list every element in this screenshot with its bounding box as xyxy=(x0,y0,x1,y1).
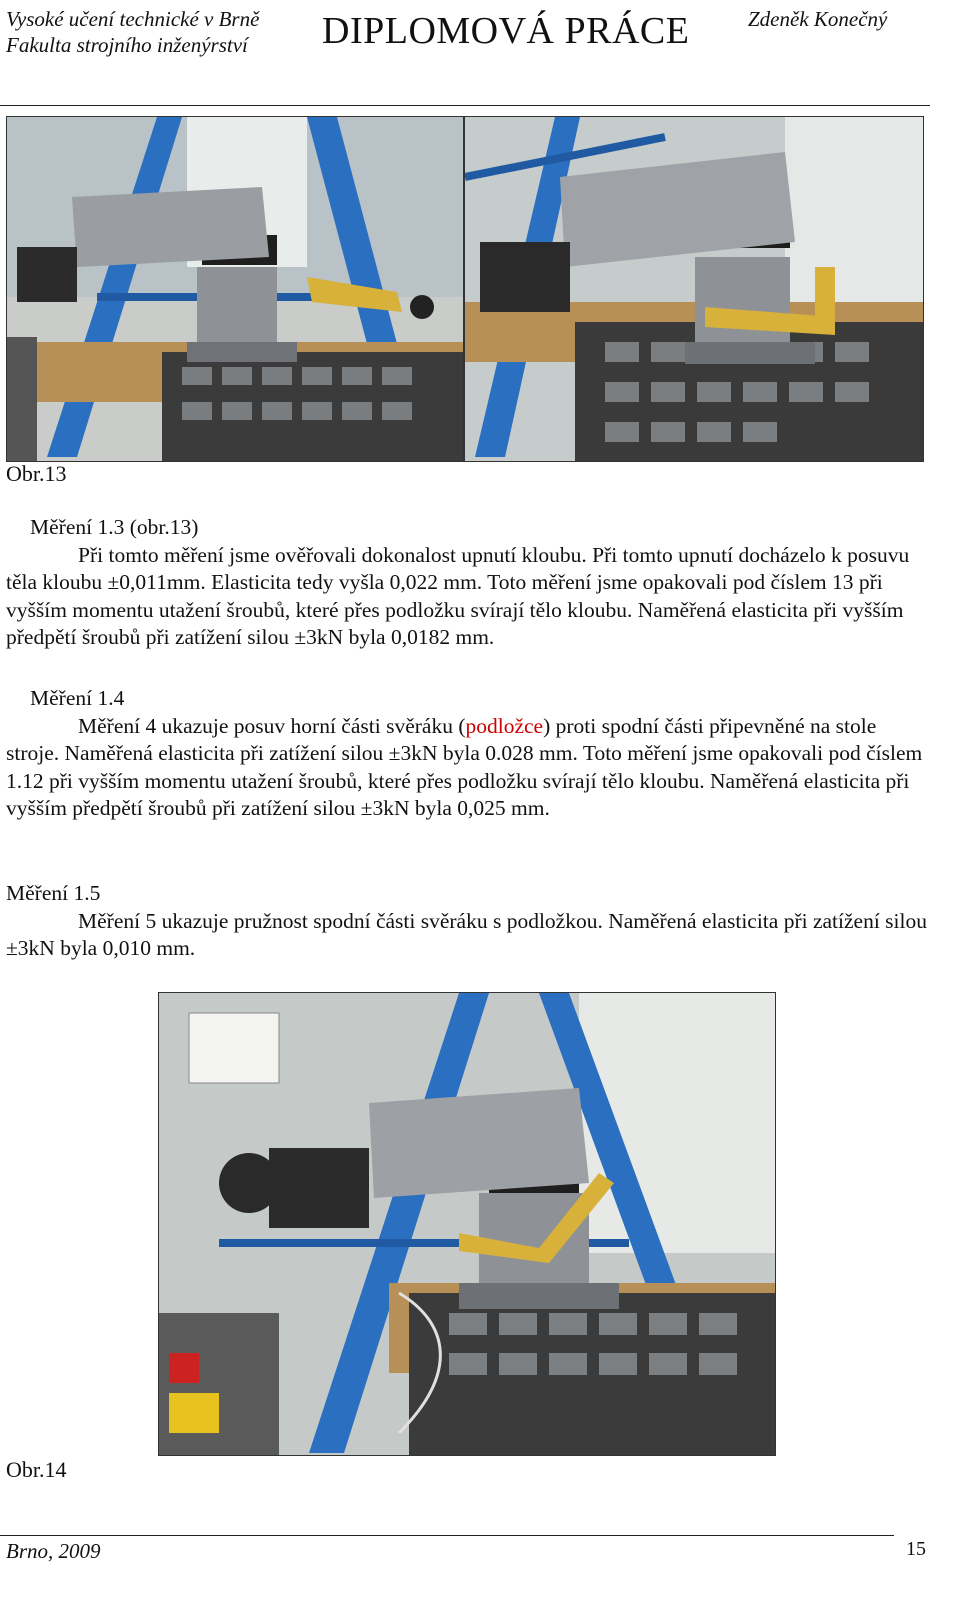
photo-fixture-left xyxy=(6,116,464,462)
header-institution xyxy=(6,6,259,58)
body-text-part1: Měření 4 ukazuje posuv horní části svěráku ( xyxy=(78,713,466,738)
section-heading: Měření 1.5 xyxy=(6,881,101,905)
footer-place-year: Brno, 2009 xyxy=(6,1539,101,1563)
header-author: Zdeněk Konečný xyxy=(748,7,888,31)
section-heading: Měření 1.3 (obr.13) xyxy=(30,515,199,539)
figure-13-caption: Obr.13 xyxy=(6,461,67,486)
section-body xyxy=(6,713,930,823)
body-text-part2: ) proti spodní části připevněné na stole stroje. Naměřená elasticita při zatížení silou ±3kN byla 0.028 mm. Toto měření jsme opakovali pod číslem 1.12 při vyšším momentu utažení šroubů, které přes podložku svírají tělo kloubu. Naměřená elasticita při vyšším předpětí šroubů při zatížení silou ±3kN byla 0,025 mm. xyxy=(6,713,923,820)
footer-divider xyxy=(0,1535,894,1536)
section-mereni-1-5 xyxy=(6,880,930,963)
page-number: 15 xyxy=(906,1538,926,1560)
header-school-line2: Fakulta strojního inženýrství xyxy=(6,33,248,57)
photo-fixture-bottom xyxy=(158,992,776,1456)
figure-14-caption: Obr.14 xyxy=(6,1457,67,1482)
header-school-line1: Vysoké učení technické v Brně xyxy=(6,7,260,31)
section-body: Měření 5 ukazuje pružnost spodní části svěráku s podložkou. Naměřená elasticita při zatížení silou ±3kN byla 0,010 mm. xyxy=(6,908,927,960)
header-divider xyxy=(0,105,930,106)
section-mereni-1-3 xyxy=(6,514,930,652)
section-heading: Měření 1.4 xyxy=(30,686,125,710)
section-mereni-1-4 xyxy=(6,685,930,823)
header-title: DIPLOMOVÁ PRÁCE xyxy=(322,10,690,52)
section-body: Při tomto měření jsme ověřovali dokonalost upnutí kloubu. Při tomto upnutí docházelo k posuvu těla kloubu ±0,011mm. Elasticita tedy vyšla 0,022 mm. Toto měření jsme opakovali pod číslem 13 při vyšším momentu utažení šroubů, které přes podložku svírají tělo kloubu. Naměřená elasticita při vyšším předpětí šroubů při zatížení silou ±3kN byla 0,0182 mm. xyxy=(6,542,910,649)
body-highlight: podložce xyxy=(465,713,544,738)
photo-fixture-right xyxy=(464,116,924,462)
